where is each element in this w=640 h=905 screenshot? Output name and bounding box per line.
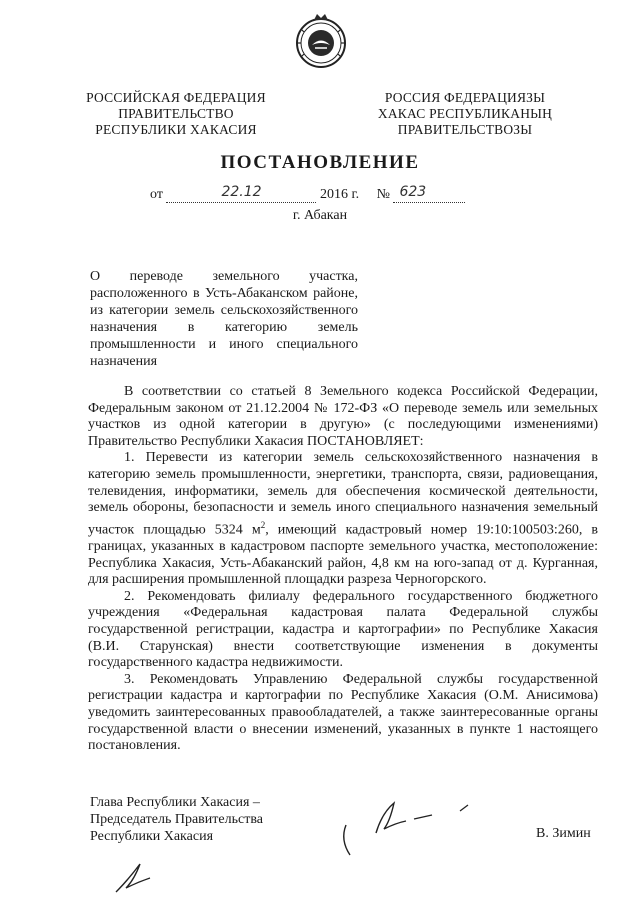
- city-line: г. Абакан: [292, 208, 348, 223]
- body-paragraph-item2: 2. Рекомендовать филиалу федерального государственного бюджетного учреждения «Федеральная кадастровая палата Федеральной службы государственной регистрации, кадастра и картографии» по Республике Хакасия (В.И. Старунская) внести соответствующие изменения в документы государственного кадастра недвижимости.: [88, 588, 598, 671]
- date-number-line: [150, 184, 510, 203]
- document-subject: О переводе земельного участка, расположенного в Усть-Абаканском районе, из категории земель сельскохозяйственного назначения в категорию земель промышленности и иного специального назначения: [90, 269, 358, 369]
- date-year: 2016 г.: [319, 187, 360, 202]
- document-body: [88, 384, 598, 755]
- header-left-line: РОССИЙСКАЯ ФЕДЕРАЦИЯ: [86, 90, 266, 105]
- item1-superscript: 2: [260, 519, 266, 530]
- body-paragraph-intro: В соответствии со статьей 8 Земельного кодекса Российской Федерации, Федеральным законом от 21.12.2004 № 172-ФЗ «О переводе земель или земельных участков из одной категории в другую» (с последующими изменениями) Правительство Республики Хакасия ПОСТАНОВЛЯЕТ:: [88, 384, 598, 449]
- handwritten-signature: [336, 795, 496, 860]
- date-handwritten: 22.12: [221, 184, 262, 200]
- signatory-position-line: Республики Хакасия: [90, 829, 214, 844]
- header-left-line: РЕСПУБЛИКИ ХАКАСИЯ: [95, 122, 257, 137]
- signatory-position-line: Председатель Правительства: [90, 812, 263, 827]
- item1-text-continued: , имеющий кадастровый номер 19:10:100503:260, в границах, указанных в кадастровом паспорте земельного участка, местоположение: Республика Хакасия, Усть-Абаканский район, 4,8 км на юго-запад от д. Курганная, для расширения промышленной площадки разреза Черногорского.: [88, 522, 598, 588]
- signatory-name: В. Зимин: [536, 826, 591, 841]
- signatory-position: [90, 794, 290, 845]
- header-right: [360, 90, 570, 138]
- number-field: [393, 184, 465, 203]
- body-paragraph-item1: [88, 450, 598, 588]
- item1-text: 1. Перевести из категории земель сельскохозяйственного назначения в категорию земель промышленности, энергетики, транспорта, связи, радиовещания, телевидения, информатики, земель для обеспечения космической деятельности, земель обороны, безопасности и земель иного специального назначения земельный участок площадью 5324 м: [88, 450, 598, 538]
- header-right-line: ПРАВИТЕЛЬСТВОЗЫ: [397, 122, 533, 137]
- header-right-line: РОССИЯ ФЕДЕРАЦИЯЗЫ: [384, 90, 546, 105]
- body-paragraph-item3: 3. Рекомендовать Управлению Федеральной службы государственной регистрации кадастра и картографии по Республике Хакасия (О.М. Анисимова) уведомить заинтересованных правообладателей, а также заинтересованные органы государственной власти о внесении изменений, указанных в пункте 1 настоящего постановления.: [88, 671, 598, 754]
- date-field: [166, 184, 316, 203]
- header-left: [76, 90, 276, 138]
- date-prefix: от: [150, 187, 163, 202]
- coat-of-arms-emblem: [290, 10, 352, 72]
- document-title: ПОСТАНОВЛЕНИЕ: [220, 152, 420, 173]
- number-label: №: [376, 187, 390, 202]
- signatory-position-line: Глава Республики Хакасия –: [90, 795, 260, 810]
- header-left-line: ПРАВИТЕЛЬСТВО: [118, 106, 234, 121]
- number-handwritten: 623: [399, 184, 427, 200]
- header-right-line: ХАКАС РЕСПУБЛИКАНЫҢ: [377, 106, 553, 121]
- handwritten-initials: [110, 858, 160, 898]
